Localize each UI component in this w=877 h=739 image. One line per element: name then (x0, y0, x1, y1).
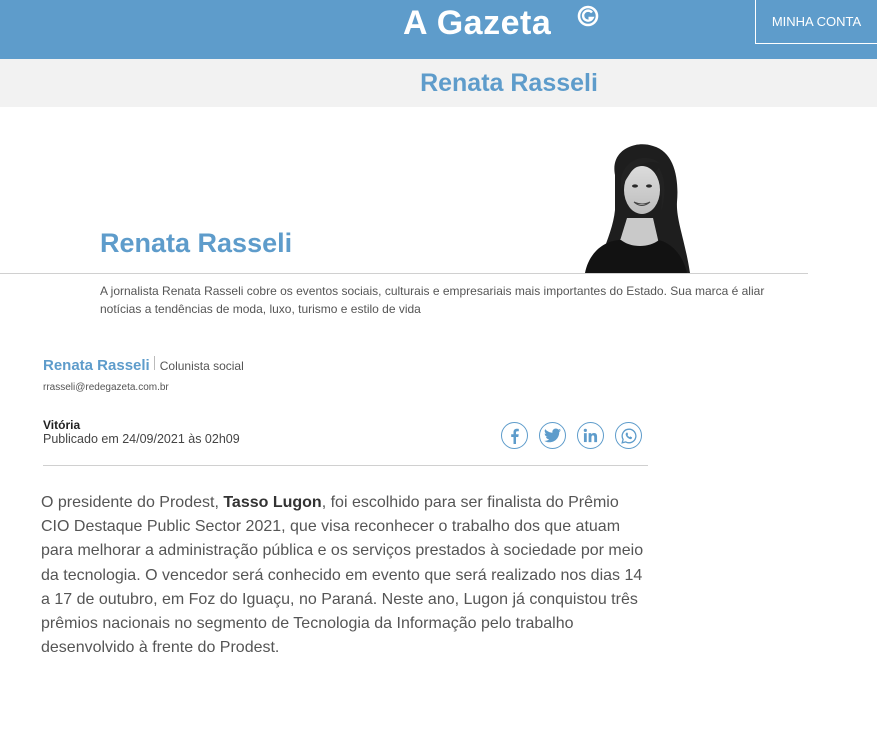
my-account-button[interactable]: MINHA CONTA (755, 0, 877, 44)
logo-g-mark-icon (577, 5, 599, 27)
logo-text: A Gazeta (403, 4, 552, 42)
share-linkedin-button[interactable] (577, 422, 604, 449)
author-email: rrasseli@redegazeta.com.br (43, 382, 169, 393)
article-text-rest: , foi escolhido para ser finalista do Prêmio CIO Destaque Public Sector 2021, que visa reconhecer o trabalho dos que atuam para melhorar a administração pública e os serviços prestados à sociedade por meio da tecnologia. O vencedor será conhecido em evento que será realizado nos dias 14 a 17 de outubro, em Foz do Iguaçu, no Paraná. Neste ano, Lugon já conquistou três prêmios nacionais no segmento de Tecnologia da Informação pelo trabalho desenvolvido à frente do Prodest. (41, 494, 644, 657)
byline-role: Colunista social (159, 359, 244, 373)
facebook-icon (507, 428, 523, 444)
article-body (41, 491, 651, 660)
article-bold-name: Tasso Lugon (223, 494, 322, 511)
byline-separator (154, 356, 155, 370)
twitter-icon (544, 428, 561, 443)
byline-author-name[interactable]: Renata Rasseli (43, 357, 150, 374)
linkedin-icon (583, 428, 598, 443)
byline (43, 356, 244, 374)
column-header (0, 59, 877, 107)
site-logo[interactable] (403, 3, 551, 43)
whatsapp-icon (621, 428, 637, 444)
author-bio: A jornalista Renata Rasseli cobre os eventos sociais, culturais e empresariais mais importantes do Estado. Sua marca é aliar notícias a tendências de moda, luxo, turismo e estilo de vida (100, 284, 765, 316)
author-hero-name: Renata Rasseli (100, 228, 293, 258)
article-text-start: O presidente do Prodest, (41, 494, 224, 511)
author-portrait (575, 140, 695, 273)
publish-date: Publicado em 24/09/2021 às 02h09 (43, 432, 240, 446)
article-city: Vitória (43, 418, 81, 432)
top-bar (0, 0, 877, 59)
share-facebook-button[interactable] (501, 422, 528, 449)
column-title[interactable]: Renata Rasseli (420, 69, 598, 97)
hero-divider (0, 273, 808, 274)
meta-divider (43, 465, 648, 466)
share-whatsapp-button[interactable] (615, 422, 642, 449)
share-twitter-button[interactable] (539, 422, 566, 449)
